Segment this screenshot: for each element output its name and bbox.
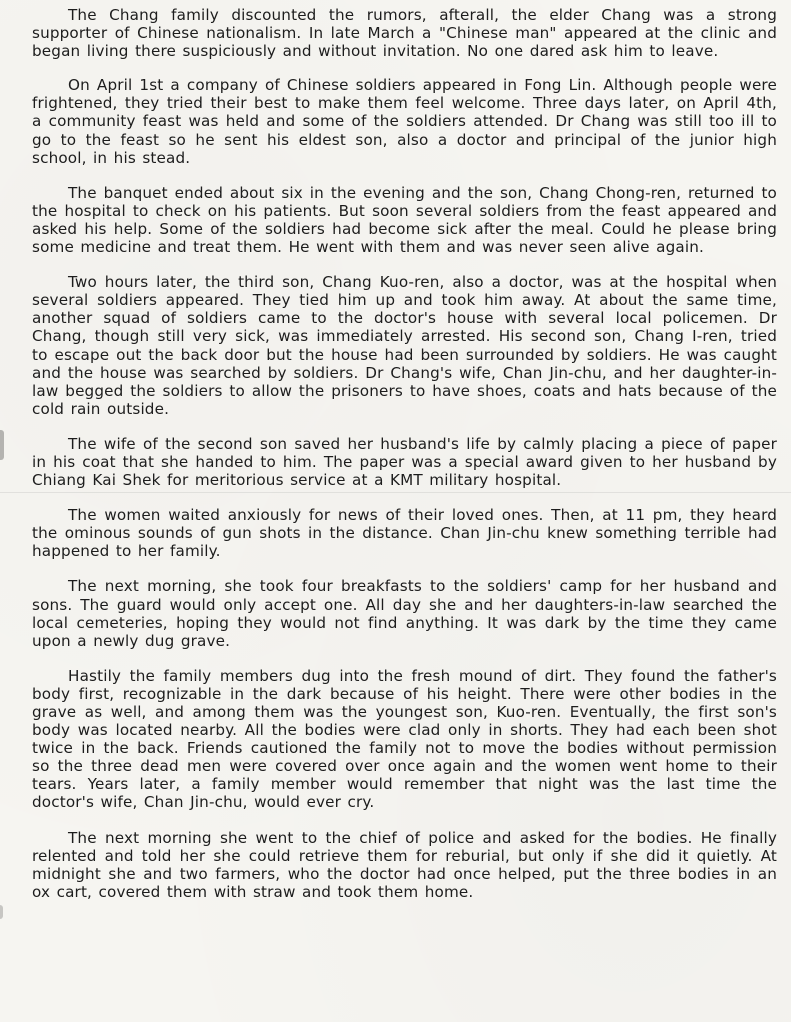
paragraph-soldiers-arrive: On April 1st a company of Chinese soldiers appeared in Fong Lin. Although people were frightened, they tried their best to make them feel welcome. Three days later, on April 4th, a community feast was held and some of the soldiers attended. Dr Chang was still too ill to go to the feast so he sent his eldest son, also a doctor and principal of the junior high school, in his stead. <box>32 76 777 167</box>
paragraph-banquet: The banquet ended about six in the evening and the son, Chang Chong-ren, returned to the hospital to check on his patients. But soon several soldiers from the feast appeared and asked his help. Some of the soldiers had become sick after the meal. Could he please bring some medicine and treat them. He went with them and was never seen alive again. <box>32 183 777 257</box>
paragraph-gun-shots: The women waited anxiously for news of their loved ones. Then, at 11 pm, they heard the ominous sounds of gun shots in the distance. Chan Jin-chu knew something terrible had happened to her family. <box>32 506 777 561</box>
paragraph-rumors: The Chang family discounted the rumors, afterall, the elder Chang was a strong supporter of Chinese nationalism. In late March a "Chinese man" appeared at the clinic and began living there suspiciously and without invitation. No one dared ask him to leave. <box>32 6 777 61</box>
paragraph-grave: Hastily the family members dug into the fresh mound of dirt. They found the father's body first, recognizable in the dark because of his height. There were other bodies in the grave as well, and among them was the youngest son, Kuo-ren. Eventually, the first son's body was located nearby. All the bodies were clad only in shorts. They had each been shot twice in the back. Friends cautioned the family not to move the bodies without permission so the three dead men were covered over once again and the women went home to their tears. Years later, a family member would remember that night was the last time the doctor's wife, Chan Jin-chu, would ever cry. <box>32 666 777 812</box>
paragraph-breakfasts: The next morning, she took four breakfasts to the soldiers' camp for her husband and sons. The guard would only accept one. All day she and her daughters-in-law searched the local cemeteries, hoping they would not find anything. It was dark by the time they came upon a newly dug grave. <box>32 577 777 650</box>
paper-edge-mark <box>0 430 4 460</box>
paragraph-arrests: Two hours later, the third son, Chang Kuo-ren, also a doctor, was at the hospital when several soldiers appeared. They tied him up and took him away. At about the same time, another squad of soldiers came to the doctor's house with several local policemen. Dr Chang, though still very sick, was immediately arrested. His second son, Chang I-ren, tried to escape out the back door but the house had been surrounded by soldiers. He was caught and the house was searched by soldiers. Dr Chang's wife, Chan Jin-chu, and her daughter-in-law begged the soldiers to allow the prisoners to have shoes, coats and hats because of the cold rain outside. <box>32 273 777 418</box>
document-body <box>32 6 777 918</box>
paper-edge-mark <box>0 905 3 919</box>
paragraph-wife-saves-husband: The wife of the second son saved her husband's life by calmly placing a piece of paper in his coat that she handed to him. The paper was a special award given to her husband by Chiang Kai Shek for meritorious service at a KMT military hospital. <box>32 434 777 490</box>
paragraph-reburial: The next morning she went to the chief of police and asked for the bodies. He finally relented and told her she could retrieve them for reburial, but only if she did it quietly. At midnight she and two farmers, who the doctor had once helped, put the three bodies in an ox cart, covered them with straw and took them home. <box>32 828 777 901</box>
